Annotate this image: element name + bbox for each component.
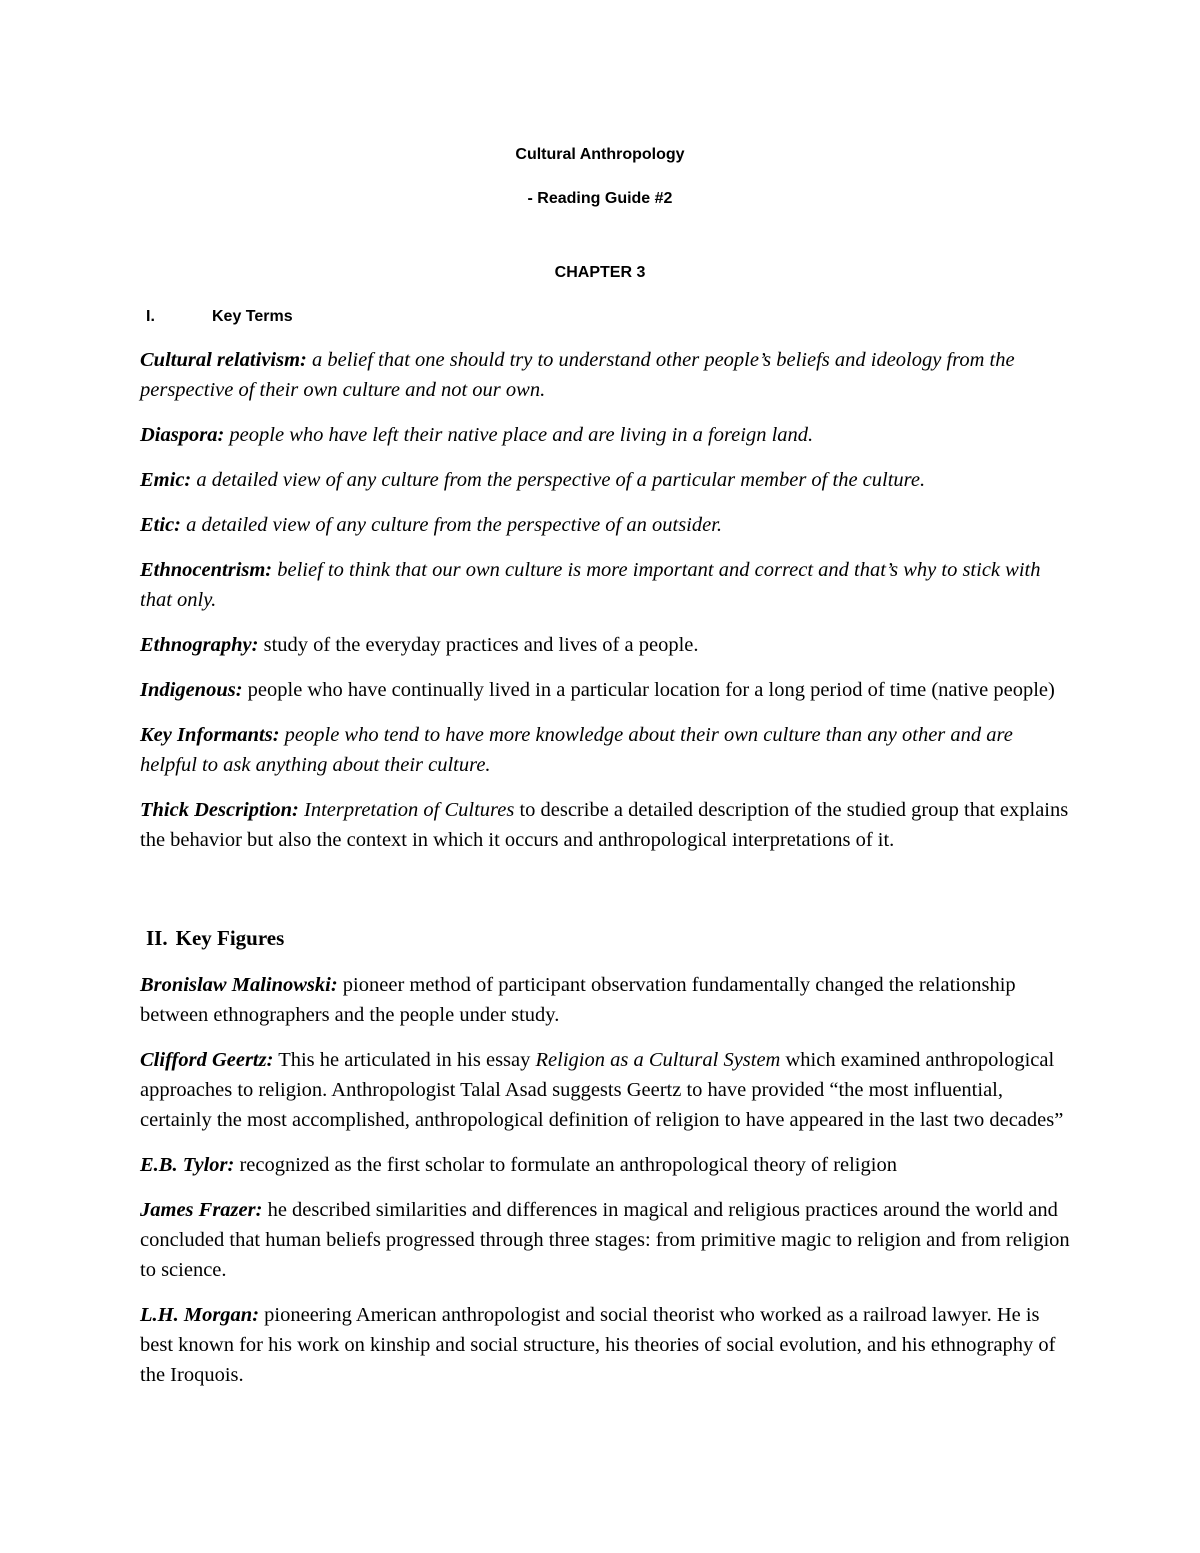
- term-entry-etic: [140, 510, 1070, 540]
- section-heading-key-figures: [146, 926, 284, 951]
- key-terms-list: [140, 345, 1070, 870]
- figure-description: pioneering American anthropologist and social theorist who worked as a railroad lawyer. He is best known for his work on kinship and social structure, his theories of social evolution, and his ethnography of the Iroquois.: [140, 1304, 1056, 1386]
- term-label: Indigenous:: [140, 679, 243, 701]
- key-figures-list: [140, 970, 1070, 1405]
- figure-description: he described similarities and differences in magical and religious practices around the world and concluded that human beliefs progressed through three stages: from primitive magic to religion and from religion to science.: [140, 1199, 1070, 1281]
- term-definition: people who have left their native place and are living in a foreign land.: [224, 424, 814, 446]
- figure-name: Clifford Geertz:: [140, 1049, 274, 1071]
- figure-name: E.B. Tylor:: [140, 1154, 235, 1176]
- section-number: I.: [146, 308, 155, 325]
- term-definition: a detailed view of any culture from the perspective of a particular member of the culture.: [191, 469, 926, 491]
- figure-entry-morgan: [140, 1300, 1070, 1390]
- term-definition: to describe a detailed description of the studied group that explains the behavior but also the context in which it occurs and anthropological interpretations of it.: [140, 799, 1069, 851]
- term-entry-diaspora: [140, 420, 1070, 450]
- term-entry-indigenous: [140, 675, 1070, 705]
- figure-description: which examined anthropological approaches to religion. Anthropologist Talal Asad suggests Geertz to have provided “the most influential, certainly the most accomplished, anthropological definition of religion to have appeared in the last two decades”: [140, 1049, 1064, 1131]
- section-heading-key-terms: [146, 308, 293, 326]
- term-definition: a belief that one should try to understand other people’s beliefs and ideology from the perspective of their own culture and not our own.: [140, 349, 1015, 401]
- figure-name: James Frazer:: [140, 1199, 263, 1221]
- figure-name: Bronislaw Malinowski:: [140, 974, 338, 996]
- term-entry-thick-description: [140, 795, 1070, 855]
- term-label: Cultural relativism:: [140, 349, 307, 371]
- term-entry-cultural-relativism: [140, 345, 1070, 405]
- chapter-heading: CHAPTER 3: [554, 264, 646, 281]
- term-entry-ethnocentrism: [140, 555, 1070, 615]
- document-title: Cultural Anthropology: [515, 146, 685, 163]
- term-label: Key Informants:: [140, 724, 280, 746]
- term-definition: belief to think that our own culture is more important and correct and that’s why to stick with that only.: [140, 559, 1041, 611]
- term-label: Etic:: [140, 514, 181, 536]
- term-entry-key-informants: [140, 720, 1070, 780]
- term-label: Ethnography:: [140, 634, 259, 656]
- figure-description-pre: This he articulated in his essay: [273, 1049, 536, 1071]
- figure-entry-tylor: [140, 1150, 1070, 1180]
- figure-description: recognized as the first scholar to formulate an anthropological theory of religion: [234, 1154, 897, 1176]
- term-label: Diaspora:: [140, 424, 225, 446]
- term-label: Emic:: [140, 469, 192, 491]
- essay-title: Religion as a Cultural System: [535, 1049, 781, 1071]
- term-label: Thick Description:: [140, 799, 299, 821]
- term-entry-emic: [140, 465, 1070, 495]
- term-label: Ethnocentrism:: [140, 559, 273, 581]
- section-number: II.: [146, 926, 168, 950]
- term-definition: study of the everyday practices and lives of a people.: [258, 634, 699, 656]
- term-definition: people who tend to have more knowledge about their own culture than any other and are helpful to ask anything about their culture.: [140, 724, 1013, 776]
- term-definition: people who have continually lived in a particular location for a long period of time (native people): [242, 679, 1055, 701]
- term-definition: a detailed view of any culture from the perspective of an outsider.: [181, 514, 723, 536]
- figure-entry-geertz: [140, 1045, 1070, 1135]
- section-title: Key Terms: [212, 308, 293, 325]
- figure-entry-malinowski: [140, 970, 1070, 1030]
- figure-name: L.H. Morgan:: [140, 1304, 260, 1326]
- figure-description: pioneer method of participant observation fundamentally changed the relationship between ethnographers and the people under study.: [140, 974, 1016, 1026]
- document-subtitle: - Reading Guide #2: [527, 190, 673, 207]
- term-entry-ethnography: [140, 630, 1070, 660]
- term-definition-italic: Interpretation of Cultures: [298, 799, 515, 821]
- figure-entry-frazer: [140, 1195, 1070, 1285]
- section-title: Key Figures: [175, 926, 285, 950]
